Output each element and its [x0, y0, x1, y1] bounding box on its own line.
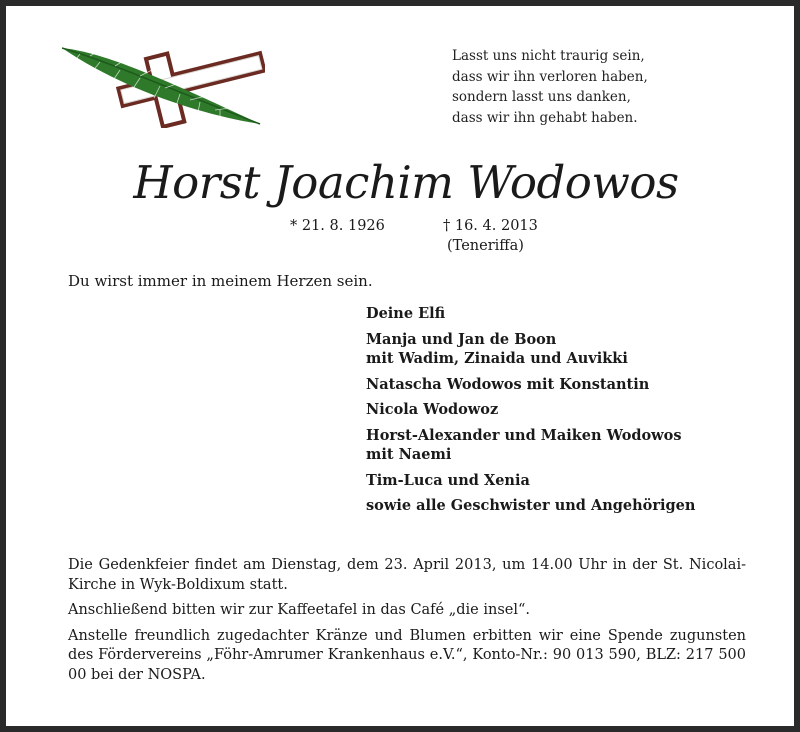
- death-place: (Teneriffa): [447, 238, 524, 254]
- mourner-entry: [366, 400, 736, 420]
- mourner-entry: [366, 471, 736, 491]
- footer-notes: [68, 556, 746, 691]
- mourner-entry: [366, 426, 736, 465]
- ceremony-notice: Die Gedenkfeier findet am Dienstag, dem 23. April 2013, um 14.00 Uhr in der St. Nicolai-Kirche in Wyk-Boldixum statt.: [68, 557, 746, 593]
- verse-line: Lasst uns nicht traurig sein,: [452, 48, 645, 64]
- birth-date: * 21. 8. 1926: [290, 218, 385, 234]
- mourner-entry: [366, 375, 736, 395]
- mourner-line: Manja und Jan de Boon: [366, 330, 557, 348]
- mourner-entry: [366, 304, 736, 324]
- death-date: † 16. 4. 2013: [443, 218, 538, 234]
- verse-line: sondern lasst uns danken,: [452, 89, 631, 105]
- mourner-line: mit Wadim, Zinaida und Auvikki: [366, 350, 628, 367]
- coffee-notice: Anschließend bitten wir zur Kaffeetafel in das Café „die insel“.: [68, 602, 531, 618]
- verse-line: dass wir ihn gehabt haben.: [452, 109, 638, 126]
- deceased-name: Horst Joachim Wodowos: [133, 156, 679, 209]
- mourner-line: Nicola Wodowoz: [366, 401, 499, 418]
- verse-line: dass wir ihn verloren haben,: [452, 68, 648, 85]
- mourners-list: [366, 304, 736, 522]
- mourner-line: mit Naemi: [366, 446, 452, 463]
- cross-with-palm-leaf-icon: [60, 44, 265, 128]
- mourner-line: Natascha Wodowos mit Konstantin: [366, 375, 650, 393]
- verse: [452, 46, 712, 128]
- mourner-line: Tim-Luca und Xenia: [366, 471, 530, 489]
- donation-notice: Anstelle freundlich zugedachter Kränze und Blumen erbitten wir eine Spende zugunsten des Fördervereins „Föhr-Amrumer Krankenhaus e.V.“, Konto-Nr.: 90 013 590, BLZ: 217 500 00 bei der NOSPA.: [68, 627, 746, 683]
- motto: Du wirst immer in meinem Herzen sein.: [68, 272, 373, 290]
- mourner-entry: [366, 330, 736, 369]
- mourner-line: Deine Elfi: [366, 305, 446, 322]
- mourner-entry: [366, 496, 736, 516]
- mourner-line: Horst-Alexander und Maiken Wodowos: [366, 426, 682, 444]
- mourner-line: sowie alle Geschwister und Angehörigen: [366, 497, 696, 514]
